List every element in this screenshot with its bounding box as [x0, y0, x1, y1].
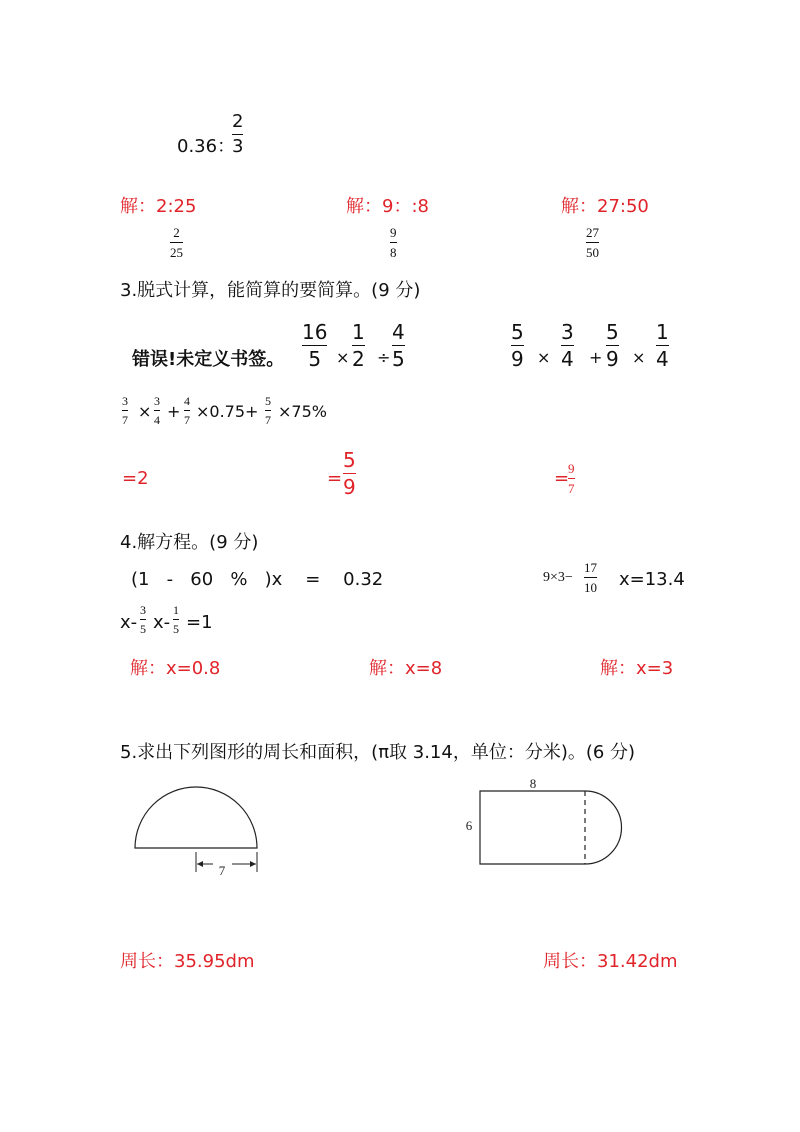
section3-heading: 3.脱式计算，能简算的要简算。(9 分): [120, 280, 421, 301]
equation-1: (1 - 60 % )x = 0.32: [131, 569, 384, 590]
ratio-fraction: [232, 113, 243, 156]
expr1-op1: ×: [336, 348, 350, 367]
expr2-frac-b: [561, 322, 574, 369]
frac-den: 50: [586, 245, 599, 260]
ratio-answer-2-fraction: [390, 226, 397, 259]
ratio-answer-1: 解：2:25: [120, 196, 197, 217]
frac-den: 7: [265, 413, 271, 427]
equation-3-c: =1: [186, 612, 213, 633]
frac-den: 7: [184, 413, 190, 427]
frac-den: 5: [140, 622, 146, 636]
ratio-prefix: 0.36：: [177, 136, 236, 157]
calc-answer-1: =2: [122, 468, 149, 489]
frac-den: 8: [390, 245, 397, 260]
frac-num: 3: [140, 603, 146, 617]
frac-num: 27: [586, 225, 599, 240]
equation-3-b: x-: [153, 612, 171, 633]
frac-num: 5: [511, 320, 524, 344]
expr3-op2: +: [167, 402, 181, 421]
frac-den: 9: [511, 347, 524, 371]
section4-heading: 4.解方程。(9 分): [120, 532, 259, 553]
frac-num: 9: [568, 461, 575, 476]
ratio-answer-1-fraction: [170, 226, 183, 259]
rect-top-label: 8: [529, 776, 537, 791]
frac-den: 10: [584, 580, 597, 595]
equation-2-post: x=13.4: [619, 569, 685, 590]
calc-answer-2-eq: =: [327, 468, 343, 489]
rect-side-label: 6: [465, 818, 473, 833]
frac-den: 4: [154, 413, 160, 427]
ratio-fraction-num: 2: [232, 111, 244, 132]
section5-heading: 5.求出下列图形的周长和面积，(π取 3.14，单位：分米)。(6 分): [120, 742, 636, 763]
equation-answer-2: 解：x=8: [369, 658, 443, 679]
frac-num: 5: [343, 448, 356, 472]
frac-den: 4: [561, 347, 574, 371]
ratio-answer-3: 解：27:50: [561, 196, 649, 217]
expr3-frac-b: [154, 395, 160, 426]
frac-den: 7: [122, 413, 128, 427]
frac-num: 1: [656, 320, 669, 344]
frac-num: 9: [390, 225, 397, 240]
frac-den: 5: [308, 347, 322, 371]
expr3-frac-a: [122, 395, 128, 426]
semicircle-figure: [128, 780, 268, 880]
equation-answer-1: 解：x=0.8: [130, 658, 221, 679]
frac-num: 2: [173, 225, 180, 240]
expr3-frac-c: [184, 395, 190, 426]
frac-num: 4: [184, 394, 190, 408]
bookmark-error-text: 错误!未定义书签。: [132, 349, 285, 370]
expr3-op1: ×: [138, 402, 152, 421]
equation-answer-3: 解：x=3: [600, 658, 674, 679]
frac-num: 3: [122, 394, 128, 408]
expr2-frac-c: [606, 322, 619, 369]
expr2-op3: ×: [632, 348, 646, 367]
equation-3-frac-1: [140, 604, 146, 635]
expr2-op2: +: [589, 348, 603, 367]
arrowhead-left: [197, 861, 203, 867]
calc-answer-3-fraction: [568, 462, 575, 495]
perimeter-answer-2: 周长：31.42dm: [543, 951, 678, 972]
frac-den: 5: [173, 622, 179, 636]
frac-num: 5: [606, 320, 619, 344]
frac-den: 7: [568, 481, 575, 496]
frac-den: 2: [352, 347, 365, 371]
equation-2-pre: 9×3−: [543, 570, 573, 585]
equation-3-a: x-: [120, 612, 138, 633]
frac-num: 5: [265, 394, 271, 408]
ratio-answer-3-fraction: [586, 226, 599, 259]
frac-num: 3: [561, 320, 574, 344]
ratio-fraction-den: 3: [232, 136, 244, 157]
expr1-frac-b: [352, 322, 365, 369]
arrowhead-right: [250, 861, 256, 867]
frac-num: 4: [392, 320, 405, 344]
frac-num: 1: [173, 603, 179, 617]
calc-answer-2-fraction: [343, 450, 356, 497]
rectangle-semicircle-figure: [460, 772, 630, 872]
expr2-frac-d: [656, 322, 669, 369]
radius-label: 7: [218, 863, 226, 878]
frac-den: 4: [656, 347, 669, 371]
frac-den: 9: [343, 475, 356, 499]
semicircle-outline: [135, 787, 257, 848]
expr1-frac-c: [392, 322, 405, 369]
expr1-op2: ÷: [377, 348, 391, 367]
equation-2-fraction: [584, 561, 597, 594]
frac-num: 3: [154, 394, 160, 408]
equation-3-frac-2: [173, 604, 179, 635]
frac-num: 17: [584, 560, 597, 575]
expr3-tail2: ×75%: [278, 402, 327, 421]
rect-semicircle-outline: [480, 791, 622, 864]
frac-den: 25: [170, 245, 183, 260]
expr3-frac-d: [265, 395, 271, 426]
frac-den: 5: [392, 347, 405, 371]
calc-answer-3-eq: =: [554, 468, 570, 489]
expr2-op1: ×: [537, 348, 551, 367]
perimeter-answer-1: 周长：35.95dm: [120, 951, 255, 972]
frac-den: 9: [606, 347, 619, 371]
expr1-frac-a: [302, 322, 327, 369]
frac-num: 1: [352, 320, 365, 344]
ratio-answer-2: 解：9：:8: [346, 196, 429, 217]
expr3-tail1: ×0.75+: [196, 402, 259, 421]
frac-num: 16: [302, 320, 328, 344]
expr2-frac-a: [511, 322, 524, 369]
